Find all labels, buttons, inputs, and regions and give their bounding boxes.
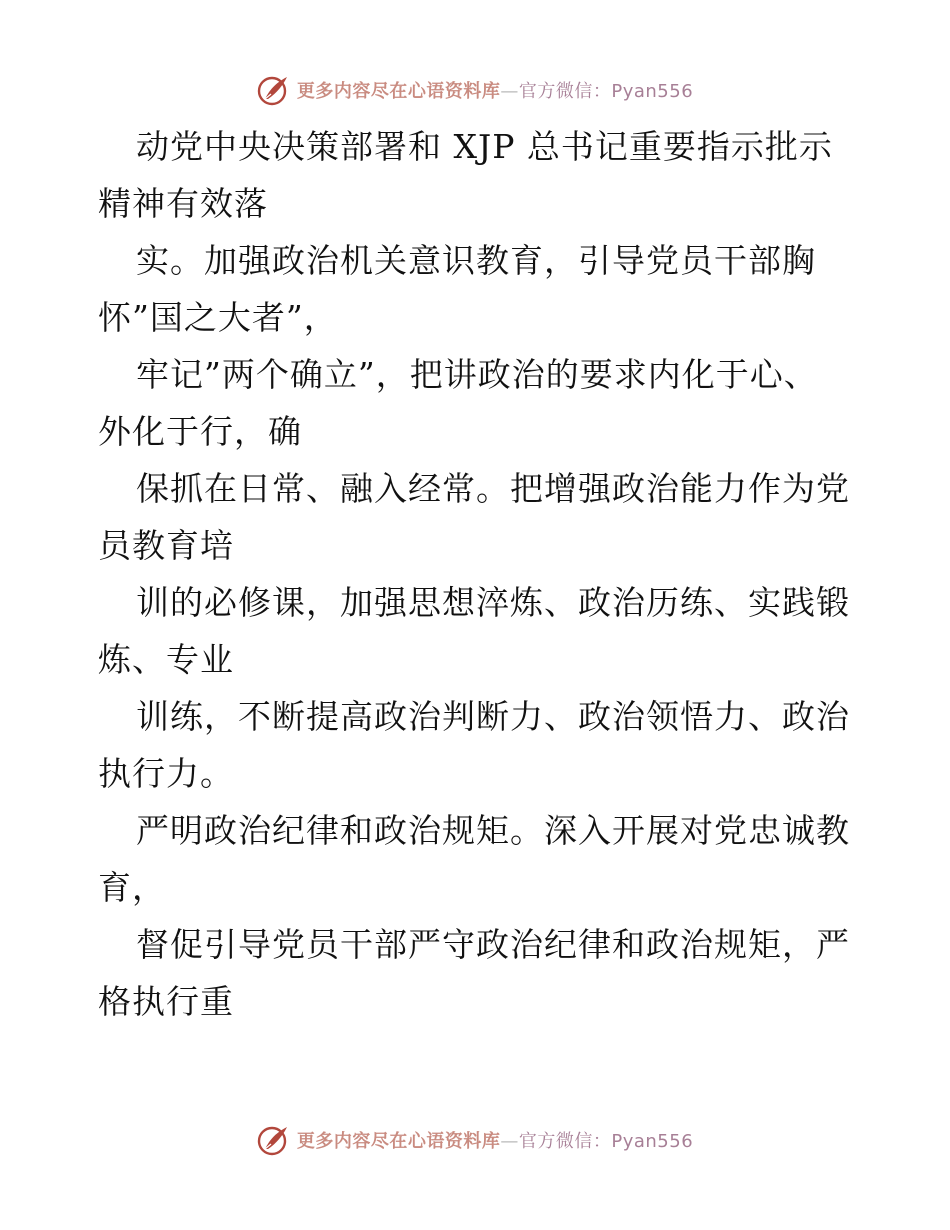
- text-line: 育，: [98, 868, 166, 907]
- text-line: 员教育培: [98, 526, 234, 565]
- text-line: 训的必修课，加强思想淬炼、政治历练、实践锻: [136, 583, 850, 622]
- text-line: 炼、专业: [98, 640, 234, 679]
- text-line: 督促引导党员干部严守政治纪律和政治规矩，严: [136, 925, 850, 964]
- footer-watermark: [0, 1120, 950, 1160]
- watermark-separator: —: [500, 81, 519, 102]
- text-line: 训练，不断提高政治判断力、政治领悟力、政治: [136, 697, 850, 736]
- text-line: 严明政治纪律和政治规矩。深入开展对党忠诚教: [136, 811, 850, 850]
- watermark-contact: 官方微信：Pyan556: [518, 1131, 694, 1152]
- quill-logo-icon: [257, 73, 291, 107]
- text-line: 执行力。: [98, 754, 234, 793]
- text-line: 怀”国之大者”，: [98, 298, 338, 337]
- watermark-text: [297, 77, 693, 103]
- watermark-text: [297, 1127, 693, 1153]
- text-line: 格执行重: [98, 982, 234, 1021]
- watermark-main: 更多内容尽在心语资料库: [296, 1131, 501, 1152]
- text-line: 动党中央决策部署和 XJP 总书记重要指示批示: [136, 127, 833, 166]
- text-line: 外化于行，确: [98, 412, 302, 451]
- text-line: 保抓在日常、融入经常。把增强政治能力作为党: [136, 469, 850, 508]
- document-body: [98, 118, 858, 1030]
- watermark-contact: 官方微信：Pyan556: [518, 81, 694, 102]
- text-line: 牢记”两个确立”，把讲政治的要求内化于心、: [136, 355, 818, 394]
- watermark-main: 更多内容尽在心语资料库: [296, 81, 501, 102]
- quill-logo-icon: [257, 1123, 291, 1157]
- watermark-separator: —: [500, 1131, 519, 1152]
- header-watermark: [0, 70, 950, 110]
- text-line: 精神有效落: [98, 184, 268, 223]
- text-line: 实。加强政治机关意识教育，引导党员干部胸: [136, 241, 816, 280]
